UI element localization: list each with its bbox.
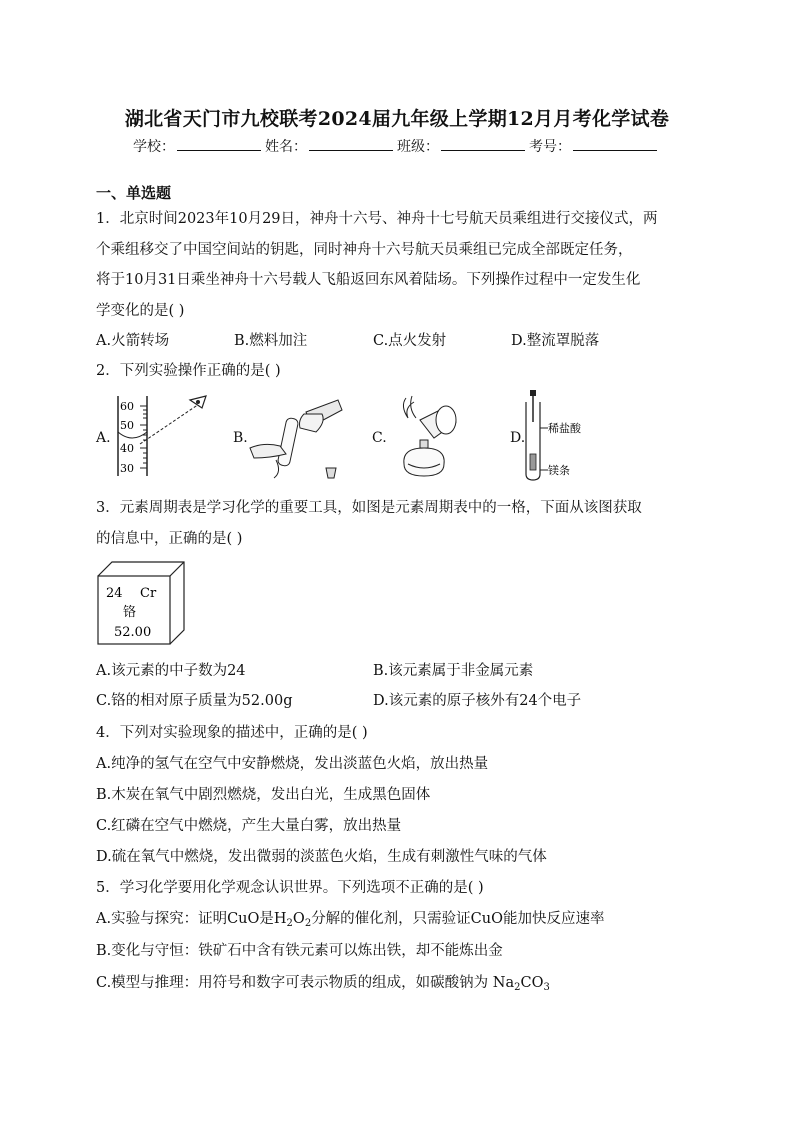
graduated-cylinder-figure — [110, 392, 220, 478]
q4-option-d: D.硫在氧气中燃烧，发出微弱的淡蓝色火焰，生成有刺激性气味的气体 — [96, 849, 547, 865]
q3-option-c: C.铬的相对原子质量为52.00g — [96, 693, 293, 709]
q5-option-a: A.实验与探究：证明CuO是$H_2O_2$分解的催化剂，只需验证CuO能加快反应速率 — [96, 911, 605, 929]
q3-option-d: D.该元素的原子核外有24个电子 — [373, 693, 582, 709]
q4-stem: 4．下列对实验现象的描述中，正确的是( ) — [96, 725, 368, 741]
cyl-tick-50: 50 — [120, 419, 134, 432]
q2-fig-d-label: D. — [510, 430, 526, 446]
exam-title: 湖北省天门市九校联考2024届九年级上学期12月月考化学试卷 — [124, 108, 670, 130]
student-info-line — [0, 136, 794, 156]
q1-option-b: B.燃料加注 — [234, 333, 308, 349]
atomic-mass: 52.00 — [114, 625, 152, 640]
q1-option-a: A.火箭转场 — [96, 333, 170, 349]
name-label: 姓名： — [265, 139, 307, 155]
test-tube-figure — [522, 388, 612, 484]
class-blank[interactable] — [441, 136, 525, 151]
q4-option-c: C.红磷在空气中燃烧，产生大量白雾，放出热量 — [96, 818, 402, 834]
class-label: 班级： — [397, 139, 439, 155]
q1-option-c: C.点火发射 — [373, 333, 447, 349]
id-blank[interactable] — [573, 136, 657, 151]
q1-line-2: 个乘组移交了中国空间站的钥匙，同时神舟十六号航天员乘组已完成全部既定任务， — [96, 242, 633, 258]
q2-fig-c-label: C. — [372, 430, 387, 446]
pouring-liquid-figure — [246, 392, 346, 482]
cyl-tick-40: 40 — [120, 442, 134, 455]
magnesium-label: 镁条 — [548, 464, 570, 477]
cyl-tick-30: 30 — [120, 462, 134, 475]
alcohol-lamp-figure — [386, 392, 466, 482]
q3-line-1: 3．元素周期表是学习化学的重要工具，如图是元素周期表中的一格，下面从该图获取 — [96, 500, 642, 516]
q5-stem: 5．学习化学要用化学观念认识世界。下列选项不正确的是( ) — [96, 880, 484, 896]
school-label: 学校： — [133, 139, 175, 155]
q3-line-2: 的信息中，正确的是( ) — [96, 531, 243, 547]
q1-line-4: 学变化的是( ) — [96, 303, 185, 319]
q2-fig-b-label: B. — [233, 430, 248, 446]
q4-option-b: B.木炭在氧气中剧烈燃烧，发出白光，生成黑色固体 — [96, 787, 431, 803]
element-symbol: Cr — [140, 586, 157, 601]
q1-option-d: D.整流罩脱落 — [511, 333, 600, 349]
q3-option-a: A.该元素的中子数为24 — [96, 663, 246, 679]
q5-option-c: C.模型与推理：用符号和数字可表示物质的组成，如碳酸钠为 $Na_2CO_3$ — [96, 975, 550, 993]
cyl-tick-60: 60 — [120, 400, 134, 413]
element-name: 铬 — [123, 605, 137, 620]
q5-option-b: B.变化与守恒：铁矿石中含有铁元素可以炼出铁，却不能炼出金 — [96, 943, 503, 959]
section-heading: 一、单选题 — [96, 184, 172, 202]
q1-line-3: 将于10月31日乘坐神舟十六号载人飞船返回东风着陆场。下列操作过程中一定发生化 — [96, 272, 641, 288]
school-blank[interactable] — [177, 136, 261, 151]
q1-line-1: 1．北京时间2023年10月29日，神舟十六号、神舟十七号航天员乘组进行交接仪式，两 — [96, 211, 658, 227]
element-cell-cube — [96, 560, 192, 650]
q4-option-a: A.纯净的氢气在空气中安静燃烧，发出淡蓝色火焰，放出热量 — [96, 756, 489, 772]
acid-label: 稀盐酸 — [548, 422, 581, 435]
name-blank[interactable] — [309, 136, 393, 151]
q2-fig-a-label: A. — [96, 430, 111, 446]
q2-stem: 2．下列实验操作正确的是( ) — [96, 363, 281, 379]
q3-option-b: B.该元素属于非金属元素 — [373, 663, 534, 679]
id-label: 考号： — [529, 139, 571, 155]
atomic-number: 24 — [106, 586, 123, 601]
